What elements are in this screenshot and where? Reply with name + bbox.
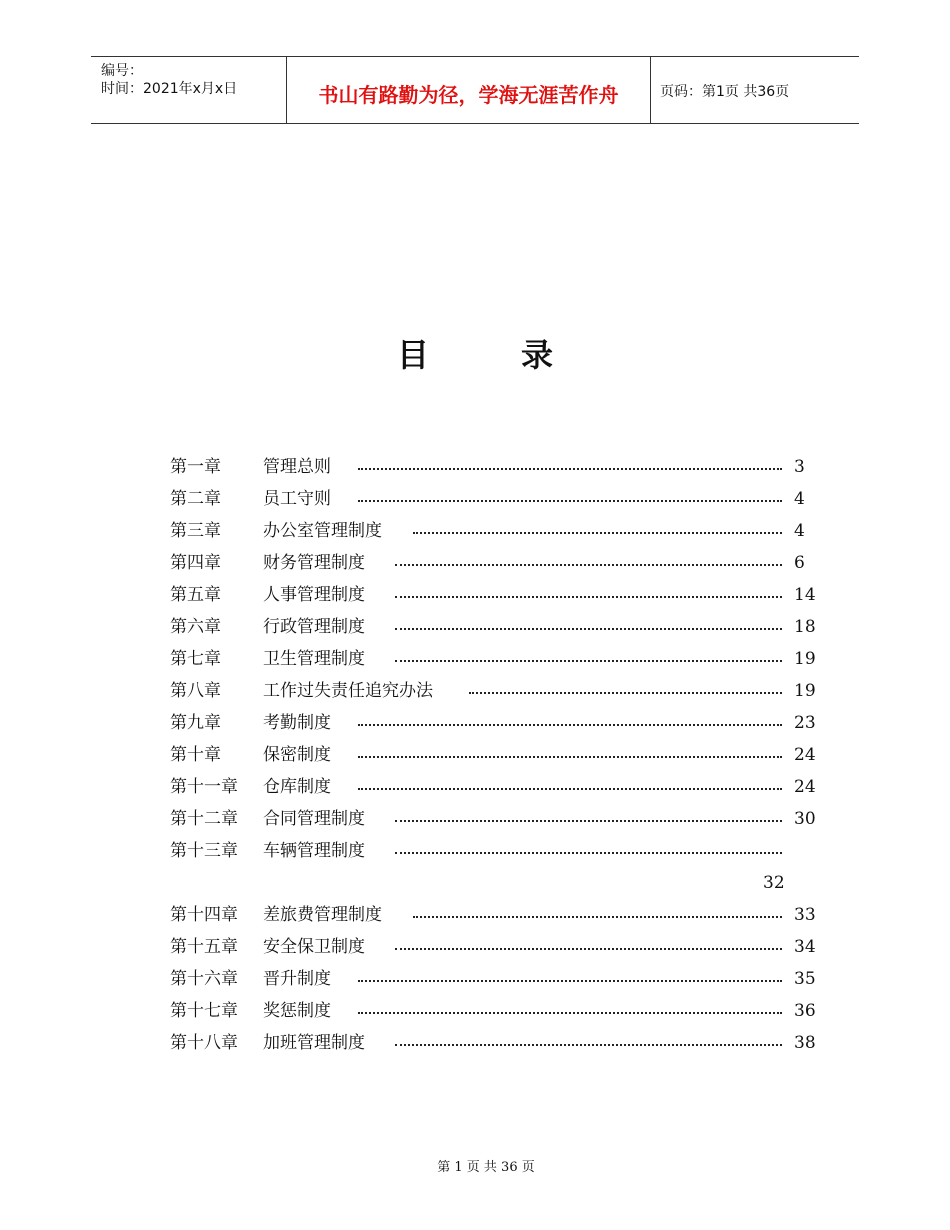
toc-page-number: 19 [794, 649, 816, 669]
toc-leader-dots [358, 754, 782, 758]
toc-leader-dots [395, 818, 782, 822]
toc-row[interactable] [170, 901, 820, 933]
toc-page-number: 38 [794, 1033, 816, 1053]
toc-title: 合同管理制度 [263, 809, 365, 829]
toc-page-number: 19 [794, 681, 816, 701]
toc-page-number: 32 [763, 873, 785, 893]
toc-row[interactable] [170, 517, 820, 549]
toc-chapter: 第十章 [170, 745, 221, 765]
toc-title: 加班管理制度 [263, 1033, 365, 1053]
toc-leader-dots [358, 786, 782, 790]
toc-title: 晋升制度 [263, 969, 331, 989]
toc-row[interactable] [170, 549, 820, 581]
toc-chapter: 第十一章 [170, 777, 238, 797]
toc-chapter: 第七章 [170, 649, 221, 669]
toc-title: 保密制度 [263, 745, 331, 765]
toc-leader-dots [413, 914, 782, 918]
toc-page-number: 24 [794, 745, 816, 765]
toc-page-number: 23 [794, 713, 816, 733]
toc-leader-dots [395, 850, 782, 854]
toc-title: 考勤制度 [263, 713, 331, 733]
serial-label: 编号： [101, 63, 143, 79]
toc-row[interactable] [170, 709, 820, 741]
toc-row[interactable] [170, 741, 820, 773]
toc-leader-dots [395, 1042, 782, 1046]
toc-leader-dots [358, 466, 782, 470]
toc-leader-dots [469, 690, 782, 694]
toc-page-number: 14 [794, 585, 816, 605]
toc-row[interactable] [170, 965, 820, 997]
toc-leader-dots [395, 626, 782, 630]
toc-chapter: 第八章 [170, 681, 221, 701]
toc-row[interactable] [170, 933, 820, 965]
toc-row[interactable] [170, 837, 820, 901]
toc-chapter: 第九章 [170, 713, 221, 733]
toc-row[interactable] [170, 1029, 820, 1061]
toc-chapter: 第六章 [170, 617, 221, 637]
toc-title: 差旅费管理制度 [263, 905, 382, 925]
toc-row[interactable] [170, 677, 820, 709]
toc-row[interactable] [170, 581, 820, 613]
toc-leader-dots [358, 498, 782, 502]
page-title: 目 录 [396, 336, 583, 374]
toc-chapter: 第五章 [170, 585, 221, 605]
toc-chapter: 第四章 [170, 553, 221, 573]
toc-page-number: 6 [794, 553, 805, 573]
toc-leader-dots [358, 722, 782, 726]
toc-row[interactable] [170, 773, 820, 805]
toc-leader-dots [358, 978, 782, 982]
toc-leader-dots [395, 562, 782, 566]
toc-leader-dots [395, 594, 782, 598]
toc-page-number: 30 [794, 809, 816, 829]
toc-chapter: 第十七章 [170, 1001, 238, 1021]
toc-row[interactable] [170, 453, 820, 485]
toc-page-number: 18 [794, 617, 816, 637]
toc-chapter: 第三章 [170, 521, 221, 541]
toc-title: 行政管理制度 [263, 617, 365, 637]
toc-chapter: 第十三章 [170, 841, 238, 861]
toc-chapter: 第十二章 [170, 809, 238, 829]
toc-title: 车辆管理制度 [263, 841, 365, 861]
toc-row[interactable] [170, 485, 820, 517]
toc-row[interactable] [170, 997, 820, 1029]
toc-page-number: 24 [794, 777, 816, 797]
toc-chapter: 第十八章 [170, 1033, 238, 1053]
toc-leader-dots [413, 530, 782, 534]
page-label: 页码：第1页 共36页 [660, 84, 790, 100]
table-of-contents [170, 453, 820, 1061]
motto-text: 书山有路勤为径，学海无涯苦作舟 [318, 83, 619, 107]
toc-row[interactable] [170, 645, 820, 677]
toc-page-number: 3 [794, 457, 805, 477]
page-footer: 第 1 页 共 36 页 [437, 1160, 535, 1175]
time-label: 时间：2021年x月x日 [101, 81, 238, 97]
document-header [91, 56, 859, 124]
header-meta-cell [91, 57, 286, 123]
toc-page-number: 34 [794, 937, 816, 957]
toc-title: 人事管理制度 [263, 585, 365, 605]
toc-title: 财务管理制度 [263, 553, 365, 573]
header-page-cell [650, 57, 859, 123]
toc-chapter: 第十五章 [170, 937, 238, 957]
toc-title: 工作过失责任追究办法 [263, 681, 433, 701]
toc-leader-dots [358, 1010, 782, 1014]
toc-chapter: 第十六章 [170, 969, 238, 989]
toc-page-number: 33 [794, 905, 816, 925]
toc-title: 管理总则 [263, 457, 331, 477]
toc-title: 卫生管理制度 [263, 649, 365, 669]
toc-page-number: 35 [794, 969, 816, 989]
toc-chapter: 第二章 [170, 489, 221, 509]
toc-page-number: 4 [794, 521, 805, 541]
toc-leader-dots [395, 946, 782, 950]
toc-page-number: 36 [794, 1001, 816, 1021]
toc-title: 安全保卫制度 [263, 937, 365, 957]
toc-title: 员工守则 [263, 489, 331, 509]
toc-page-number: 4 [794, 489, 805, 509]
toc-chapter: 第一章 [170, 457, 221, 477]
toc-row[interactable] [170, 613, 820, 645]
header-motto-cell [286, 57, 651, 123]
toc-title: 奖惩制度 [263, 1001, 331, 1021]
toc-row[interactable] [170, 805, 820, 837]
toc-leader-dots [395, 658, 782, 662]
toc-title: 办公室管理制度 [263, 521, 382, 541]
toc-chapter: 第十四章 [170, 905, 238, 925]
toc-title: 仓库制度 [263, 777, 331, 797]
